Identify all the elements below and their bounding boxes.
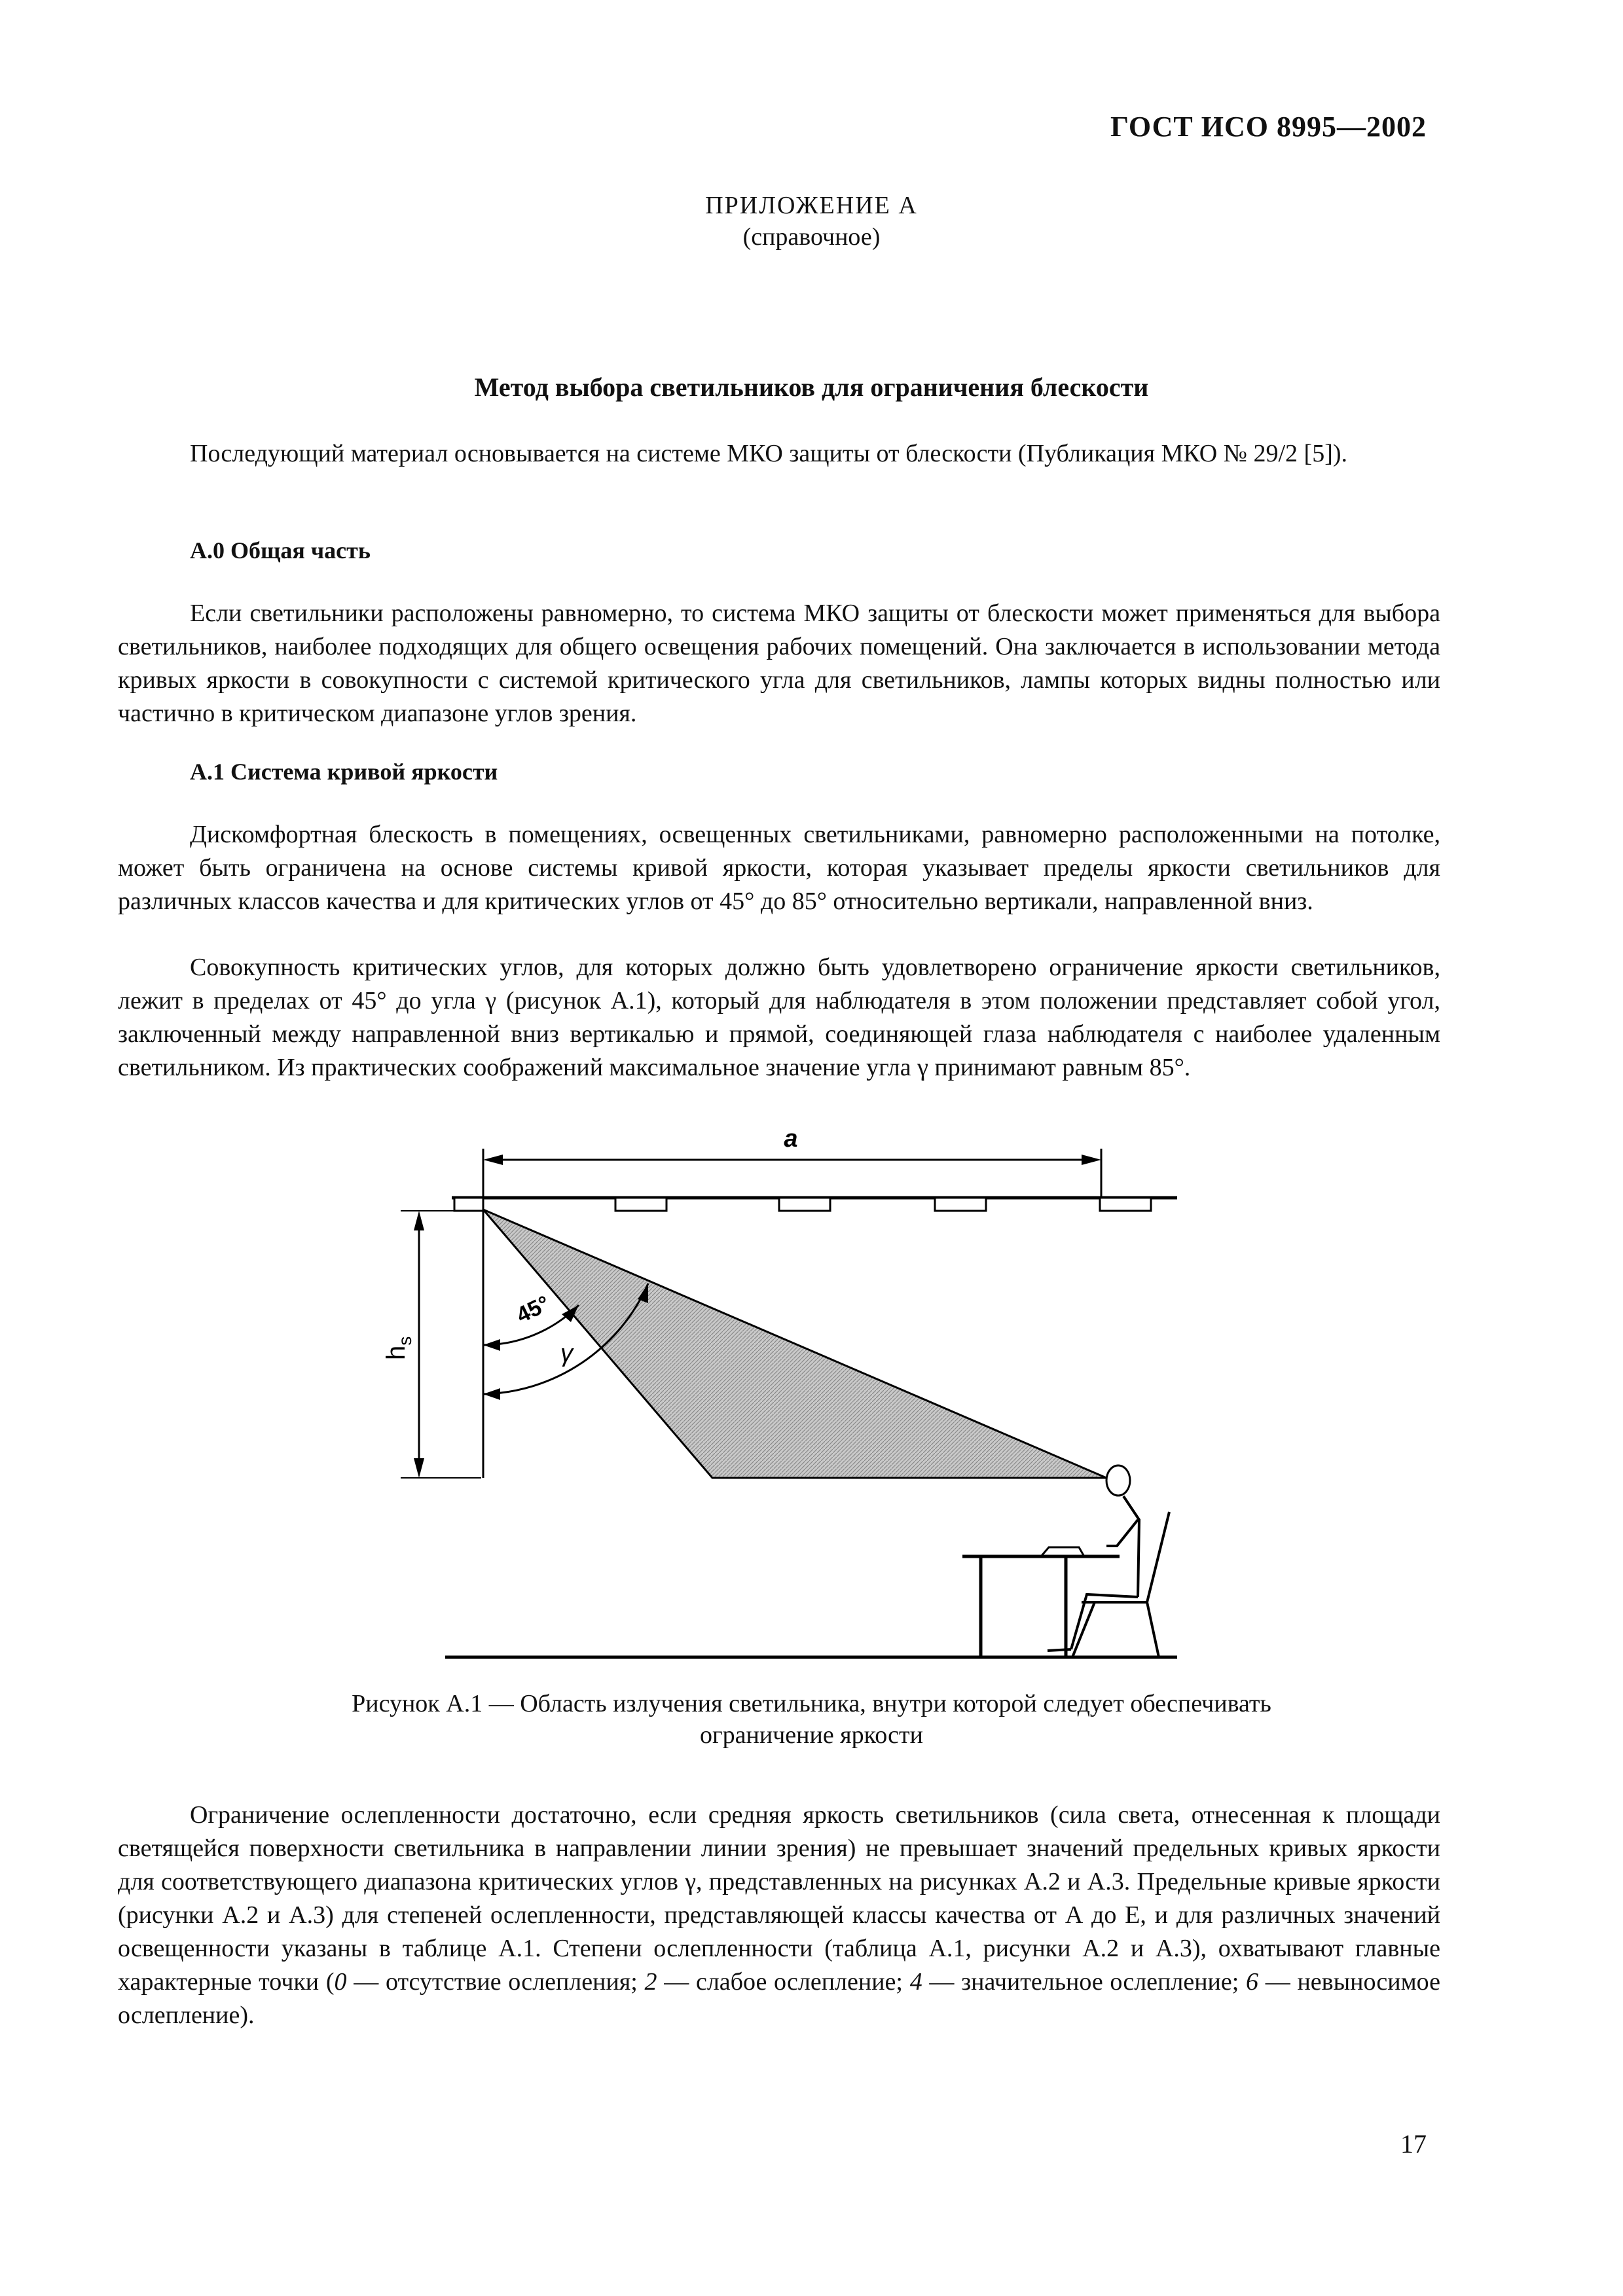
document-header: ГОСТ ИСО 8995—2002 xyxy=(1110,111,1427,143)
label-h: $h_s$ xyxy=(382,1336,415,1360)
section-a0-heading: А.0 Общая часть xyxy=(190,537,371,564)
figure-caption-line-2: ограничение яркости xyxy=(700,1721,923,1749)
angle-45-arrow-left xyxy=(483,1339,500,1351)
annex-subtitle: (справочное) xyxy=(742,223,881,251)
chair-leg-back xyxy=(1147,1602,1159,1657)
section-a0-paragraph: Если светильники расположены равномерно, то система МКО защиты от блескости может применяться для выбора светильников, наиболее подходящих для общего освещения рабочих помещений. Она заключается в использовании метода кривых яркости в совокупности с системой критического угла для светильников, лампы которых видны полностью или частично в критическом диапазоне углов зрения. xyxy=(118,600,1440,727)
annex-title: ПРИЛОЖЕНИЕ А xyxy=(705,192,918,219)
dimension-a-arrow-right xyxy=(1082,1155,1101,1165)
dimension-a-arrow-left xyxy=(483,1155,503,1165)
label-45: 45° xyxy=(512,1291,554,1329)
emission-area xyxy=(483,1210,1106,1478)
section-title: Метод выбора светильников для ограничения блескости xyxy=(474,372,1149,402)
dimension-h-arrow-bottom xyxy=(414,1458,424,1478)
observer-body xyxy=(1123,1496,1139,1597)
figure-caption-line-1: Рисунок А.1 — Область излучения светильника, внутри которой следует обеспечивать xyxy=(352,1690,1271,1717)
luminaire-3 xyxy=(779,1198,830,1211)
page-number: 17 xyxy=(1400,2129,1427,2159)
section-a1-paragraph-1: Дискомфортная блескость в помещениях, освещенных светильниками, равномерно расположенными на потолке, может быть ограничена на основе системы кривой яркости, которая указывает пределы яркости светильников для различных классов качества и для критических углов от 45° до 85° относительно вертикали, направленной вниз. xyxy=(118,821,1440,915)
section-a1-paragraph-2: Совокупность критических углов, для которых должно быть удовлетворено ограничение яркости светильников, лежит в пределах от 45° до угла γ (рисунок А.1), который для наблюдателя в этом положении представляет собой угол, заключенный между направленной вниз вертикалью и прямой, соединяющей глаза наблюдателя с наиболее удаленным светильником. Из практических соображений максимальное значение угла γ принимают равным 85°. xyxy=(118,954,1440,1081)
observer-arm xyxy=(1106,1520,1138,1546)
dimension-h-arrow-top xyxy=(414,1211,424,1230)
angle-gamma-arrow-left xyxy=(483,1388,500,1400)
observer-foot xyxy=(1048,1649,1071,1651)
section-a1-heading: А.1 Система кривой яркости xyxy=(190,759,498,785)
luminaire-1 xyxy=(454,1198,483,1211)
observer-head xyxy=(1106,1465,1130,1496)
luminaire-5 xyxy=(1100,1198,1151,1211)
final-paragraph: Ограничение ослепленности достаточно, если средняя яркость светильников (сила света, отнесенная к площади светящейся поверхности светильника в направлении линии зрения) не превышает значений предельных кривых яркости для соответствующего диапазона критических углов γ, представленных на рисунках А.2 и А.3. Предельные кривые яркости (рисунки А.2 и А.3) для степеней ослепленности, представляющей классы качества от А до Е, и для различных значений освещенности указаны в таблице А.1. Степени ослепленности (таблица А.1, рисунки А.2 и А.3), охватывают главные характерные точки (0 — отсутствие ослепления; 2 — слабое ослепление; 4 — значительное ослепление; 6 — невыносимое ослепление). xyxy=(118,1801,1441,2029)
intro-paragraph: Последующий материал основывается на системе МКО защиты от блескости (Публикация МКО № 29/2 [5]). xyxy=(190,440,1348,467)
luminaire-4 xyxy=(935,1198,986,1211)
label-gamma: γ xyxy=(560,1340,573,1367)
luminaire-2 xyxy=(615,1198,666,1211)
label-a: a xyxy=(784,1125,798,1153)
